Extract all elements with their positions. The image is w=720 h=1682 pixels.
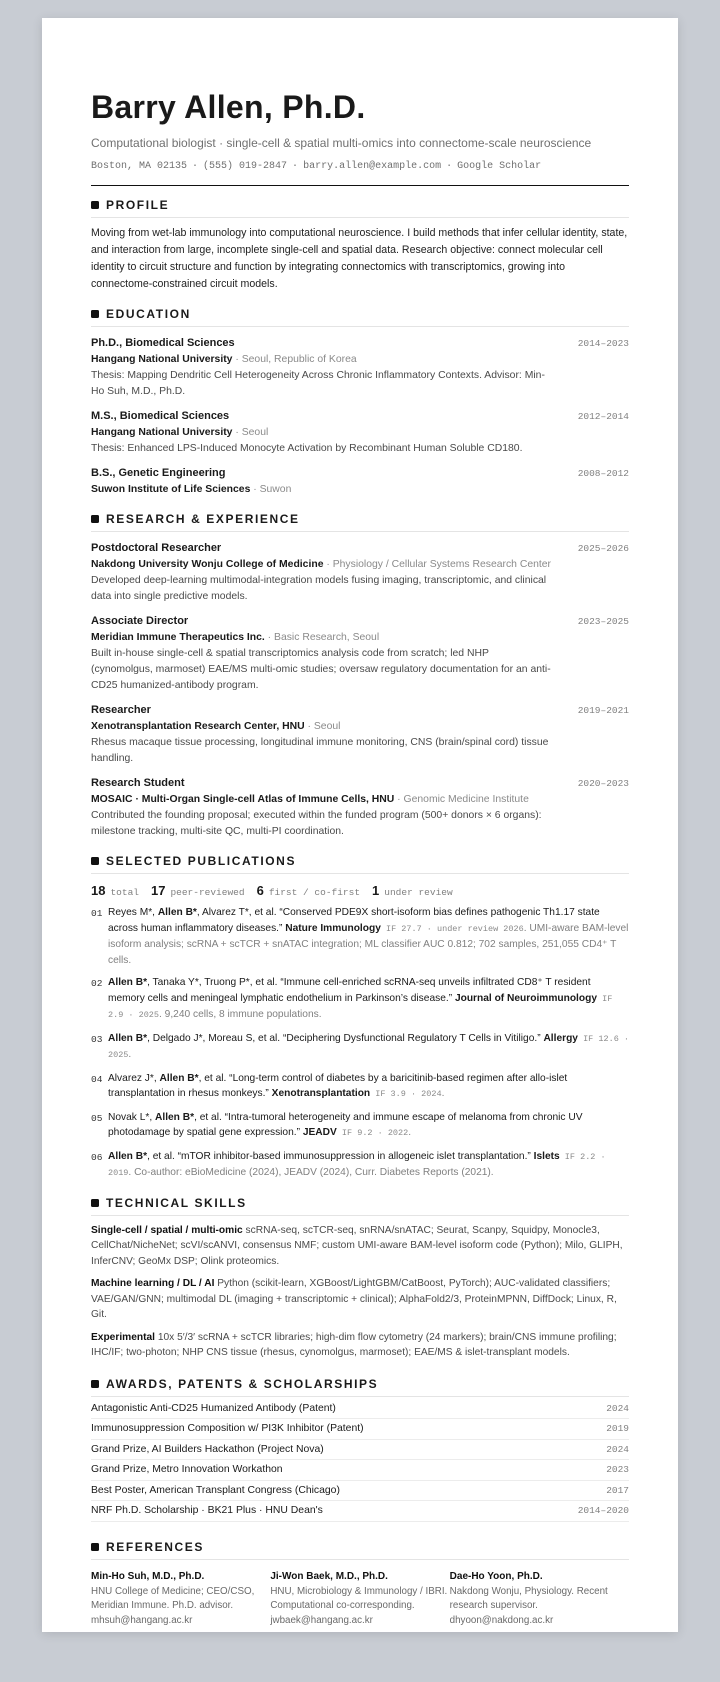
date-range: 2012–2014 <box>577 411 629 422</box>
entry-header <box>91 335 629 352</box>
degree-title: M.S., Biomedical Sciences <box>91 410 230 422</box>
job-description: Rhesus macaque tissue processing, longitudinal immune monitoring, CNS (brain/spinal cord) tissue handling. <box>91 737 549 764</box>
award-row <box>91 1399 629 1420</box>
education-entry <box>91 408 629 457</box>
award-label: Grand Prize, AI Builders Hackathon (Project Nova) <box>91 1443 324 1455</box>
award-year: 2024 <box>606 1443 629 1455</box>
journal-name: Xenotransplantation <box>271 1088 371 1099</box>
section-heading-profile <box>91 198 629 218</box>
authors-lead: Reyes M*, <box>108 907 158 918</box>
experience-entry <box>91 613 629 694</box>
publication-item <box>91 905 629 968</box>
organization-line <box>91 719 629 735</box>
date-range: 2020–2023 <box>577 778 629 789</box>
publication-item <box>91 1031 629 1064</box>
tagline: Computational biologist · single-cell & spatial multi-omics into connectome-scale neuroscience <box>91 136 592 150</box>
organization-line <box>91 792 629 808</box>
publication-note: . <box>128 1049 132 1060</box>
degree-title: B.S., Genetic Engineering <box>91 467 226 479</box>
award-label: Grand Prize, Metro Innovation Workathon <box>91 1464 283 1476</box>
candidate-name: Barry Allen, Ph.D. <box>91 89 366 125</box>
stat-label: first / co-first <box>268 887 361 898</box>
publication-stats <box>91 883 629 898</box>
skill-text: Python (scikit-learn, XGBoost/LightGBM/CatBoost, PyTorch); AUC-validated classifiers; VAE/GAN/GNN; multimodal DL (imaging + transcriptomic + clinical); AlphaFold2/3, ProteinMPNN, DiffDock; Linux, R, Git. <box>91 1278 617 1320</box>
award-year: 2017 <box>606 1484 629 1496</box>
award-row <box>91 1460 629 1481</box>
publication-citation <box>108 1110 629 1142</box>
publication-item <box>91 1149 629 1182</box>
section-bullet-icon <box>91 857 99 865</box>
school-location: Seoul, Republic of Korea <box>241 354 357 365</box>
section-bullet-icon <box>91 1199 99 1207</box>
award-row <box>91 1501 629 1522</box>
publication-index: 02 <box>91 978 103 989</box>
separator: · <box>264 632 275 643</box>
education-list <box>91 335 629 498</box>
entry-header <box>91 465 629 482</box>
contact-address: Boston, MA 02135 <box>91 161 188 172</box>
date-range: 2019–2021 <box>577 705 629 716</box>
section-heading-awards <box>91 1377 629 1397</box>
publication-index: 05 <box>91 1112 103 1124</box>
publication-item <box>91 1071 629 1103</box>
award-list <box>91 1399 629 1522</box>
job-title: Associate Director <box>91 615 189 627</box>
impact-factor: IF 2.9 · 2025 <box>108 993 613 1020</box>
section-title: AWARDS, PATENTS & SCHOLARSHIPS <box>106 1376 379 1391</box>
department: Physiology / Cellular Systems Research Center <box>332 559 552 570</box>
authors-title: , et al. “Intra-tumoral heterogeneity and immune escape of melanoma from chronic UV photodamage by spatial gene expression.” <box>108 1111 583 1138</box>
section-title: REFERENCES <box>106 1539 205 1554</box>
section-bullet-icon <box>91 310 99 318</box>
date-range: 2014–2023 <box>577 338 629 349</box>
entry-header <box>91 540 629 557</box>
job-description: Contributed the founding proposal; executed within the funded program (500+ donors × 6 organs): milestone tracking, multi-site QC, multi-PI coordination. <box>91 810 542 837</box>
section-heading-experience <box>91 512 629 532</box>
self-author: Allen B* <box>108 1150 148 1162</box>
reference-card <box>450 1569 629 1629</box>
section-title: RESEARCH & EXPERIENCE <box>106 512 300 526</box>
stat-count: 18 <box>91 883 106 898</box>
stat-count: 6 <box>256 883 264 898</box>
publication-citation <box>108 905 629 968</box>
department: Genomic Medicine Institute <box>403 794 529 805</box>
skill-group <box>91 1330 629 1361</box>
award-row <box>91 1440 629 1461</box>
entry-header <box>91 613 629 630</box>
skill-text: 10x 5′/3′ scRNA + scTCR libraries; high-dim flow cytometry (24 markers); brain/CNS immune profiling; IHC/IF; two-photon; NHP CNS tissue (rhesus, cynomolgus, marmoset); EAE/MS & islet-transplant models. <box>91 1331 617 1358</box>
skill-category: Experimental <box>91 1331 155 1343</box>
award-year: 2019 <box>606 1423 629 1435</box>
skill-category: Machine learning / DL / AI <box>91 1278 215 1289</box>
award-year: 2014–2020 <box>577 1505 629 1517</box>
entry-header <box>91 775 629 792</box>
section-heading-education <box>91 307 629 327</box>
impact-factor: IF 3.9 · 2024 <box>370 1089 442 1099</box>
skill-text: scRNA-seq, scTCR-seq, snRNA/snATAC; Seurat, Scanpy, Squidpy, Monocle3, CellChat/NicheNet; scVI/scANVI, consensus NMF; custom UMI-aware BAM-level isoform code (Python); Milo, GLIPH, InferCNV; GeoMx DSP; Olink proteomics. <box>91 1224 623 1267</box>
publication-note: . <box>441 1088 445 1099</box>
school-line <box>91 352 629 368</box>
separator: · <box>304 721 314 732</box>
authors-title: , Alvarez T*, et al. “Conserved PDE9X short-isoform bias defines pathogenic Th1.17 state across human inflammatory diseases.” <box>108 907 600 934</box>
journal-name: Journal of Neuroimmunology <box>454 992 598 1004</box>
publication-note: . Co-author: eBioMedicine (2024), JEADV (2024), Curr. Diabetes Reports (2021). <box>128 1167 494 1178</box>
separator: · <box>394 794 404 805</box>
section-heading-references <box>91 1540 629 1560</box>
organization-name: Meridian Immune Therapeutics Inc. <box>91 632 265 643</box>
publication-list <box>91 905 629 1182</box>
school-name: Hangang National University <box>91 354 233 365</box>
journal-name: Allergy <box>543 1032 578 1044</box>
reference-description: HNU, Microbiology & Immunology / IBRI. Computational co-corresponding. <box>270 1585 448 1611</box>
award-label: Antagonistic Anti-CD25 Humanized Antibody (Patent) <box>91 1402 336 1414</box>
reference-card <box>91 1569 270 1629</box>
publication-note: . <box>408 1127 412 1138</box>
award-label: Best Poster, American Transplant Congress (Chicago) <box>91 1484 340 1496</box>
skill-category: Single-cell / spatial / multi-omic <box>91 1224 243 1236</box>
entry-header <box>91 702 629 719</box>
self-author: Allen B* <box>108 1032 148 1044</box>
contact-scholar-link[interactable]: Google Scholar <box>457 161 542 172</box>
stat-label: peer-reviewed <box>170 887 245 898</box>
authors-title: , et al. “Long-term control of diabetes by a baricitinib-based regimen after allo-islet transplantation in rhesus monkeys.” <box>108 1072 568 1099</box>
section-bullet-icon <box>91 1380 99 1388</box>
experience-list <box>91 540 629 840</box>
education-entry <box>91 465 629 498</box>
experience-entry <box>91 540 629 605</box>
publication-note: . 9,240 cells, 8 immune populations. <box>159 1009 322 1020</box>
degree-title: Ph.D., Biomedical Sciences <box>91 337 235 349</box>
stat-label: total <box>110 887 139 898</box>
self-author: Allen B* <box>108 977 148 988</box>
award-year: 2023 <box>606 1464 629 1476</box>
experience-entry <box>91 702 629 767</box>
authors-title: , Delgado J*, Moreau S, et al. “Deciphering Dysfunctional Regulatory T Cells in Vitiligo.” <box>147 1032 544 1044</box>
header-rule <box>91 185 629 186</box>
reference-email[interactable]: jwbaek@hangang.ac.kr <box>270 1614 373 1626</box>
impact-factor: IF 27.7 · under review 2026 <box>380 923 524 934</box>
job-description: Developed deep-learning multimodal-integration models fusing imaging, transcriptomic, and clinical data into single predictive models. <box>91 575 547 602</box>
school-location: Seoul <box>241 427 269 438</box>
job-title: Researcher <box>91 704 151 716</box>
reference-description: HNU College of Medicine; CEO/CSO, Meridian Immune. Ph.D. advisor. <box>91 1585 255 1611</box>
separator: · <box>323 559 333 570</box>
authors-title: , et al. “mTOR inhibitor-based immunosuppression in allogeneic islet transplantation.” <box>147 1150 534 1162</box>
separator: · <box>232 427 242 438</box>
thesis-note: Thesis: Mapping Dendritic Cell Heterogeneity Across Chronic Inflammatory Contexts. Advisor: Min-Ho Suh, M.D., Ph.D. <box>91 370 545 397</box>
journal-name: Nature Immunology <box>285 922 381 934</box>
organization-name: Nakdong University Wonju College of Medicine <box>91 559 324 570</box>
stat-label: under review <box>384 887 453 898</box>
section-title: PROFILE <box>106 198 170 212</box>
section-heading-publications <box>91 854 629 874</box>
contact-phone[interactable]: (555) 019-2847 <box>203 161 288 172</box>
reference-email[interactable]: mhsuh@hangang.ac.kr <box>91 1614 193 1626</box>
organization-name: MOSAIC · Multi-Organ Single-cell Atlas of Immune Cells, HNU <box>91 794 395 805</box>
reference-name: Dae-Ho Yoon, Ph.D. <box>449 1570 543 1582</box>
contact-line: Boston, MA 02135 · (555) 019-2847 · barry.allen@example.com · Google Scholar <box>91 161 542 172</box>
entry-header <box>91 408 629 425</box>
reference-description: Nakdong Wonju, Physiology. Recent research supervisor. <box>449 1585 608 1611</box>
reference-name: Min-Ho Suh, M.D., Ph.D. <box>91 1570 205 1582</box>
impact-factor: IF 12.6 · 2025 <box>108 1033 629 1060</box>
reference-list <box>91 1569 629 1629</box>
publication-note: . UMI-aware BAM-level isoform analysis; scRNA + scTCR + snATAC integration; ML classifier AUC 0.812; 702 samples, 251,055 CD4⁺ T cells. <box>108 922 629 966</box>
organization-line <box>91 557 629 573</box>
publication-citation <box>108 1031 629 1064</box>
publication-citation <box>108 975 629 1024</box>
organization-line <box>91 630 629 646</box>
experience-entry <box>91 775 629 840</box>
date-range: 2025–2026 <box>577 543 629 554</box>
award-label: NRF Ph.D. Scholarship · BK21 Plus · HNU Dean's <box>91 1505 323 1517</box>
contact-email[interactable]: barry.allen@example.com <box>303 161 442 172</box>
school-name: Suwon Institute of Life Sciences <box>91 484 251 495</box>
publication-index: 06 <box>91 1151 103 1163</box>
reference-card <box>270 1569 449 1629</box>
job-title: Postdoctoral Researcher <box>91 542 222 554</box>
self-author: Allen B* <box>155 1111 195 1123</box>
publication-citation <box>108 1149 629 1182</box>
publication-item <box>91 1110 629 1142</box>
resume-page <box>42 18 678 1632</box>
stat-count: 1 <box>372 883 380 898</box>
department: Basic Research, Seoul <box>274 632 380 643</box>
organization-name: Xenotransplantation Research Center, HNU <box>91 721 305 732</box>
self-author: Allen B* <box>159 1072 199 1084</box>
stat-count: 17 <box>150 883 166 898</box>
thesis-note: Thesis: Enhanced LPS-Induced Monocyte Activation by Recombinant Human Soluble CD180. <box>91 443 523 454</box>
section-title: EDUCATION <box>106 307 191 321</box>
journal-name: JEADV <box>302 1127 337 1138</box>
date-range: 2023–2025 <box>577 616 629 627</box>
award-row <box>91 1419 629 1440</box>
section-bullet-icon <box>91 201 99 209</box>
authors-lead: Novak L*, <box>108 1111 155 1123</box>
separator: · <box>232 354 242 365</box>
publication-item <box>91 975 629 1024</box>
journal-name: Islets <box>533 1150 560 1162</box>
impact-factor: IF 2.2 · 2019 <box>108 1151 606 1178</box>
section-bullet-icon <box>91 515 99 523</box>
school-line <box>91 425 629 441</box>
reference-name: Ji-Won Baek, M.D., Ph.D. <box>270 1570 388 1582</box>
education-entry <box>91 335 629 400</box>
award-year: 2024 <box>606 1402 629 1414</box>
publication-index: 04 <box>91 1073 103 1085</box>
section-bullet-icon <box>91 1543 99 1551</box>
self-author: Allen B* <box>157 907 197 918</box>
school-location: Suwon <box>259 484 292 495</box>
job-description: Built in-house single-cell & spatial transcriptomics analysis code from scratch; led NHP (cynomolgus, marmoset) EAE/MS multi-omic studies; oversaw regulatory documentation for an anti-CD25 humanized-antibody program. <box>91 648 551 691</box>
skill-list <box>91 1223 629 1361</box>
authors-title: , Tanaka Y*, Truong P*, et al. “Immune cell-enriched scRNA-seq unveils infiltrated CD8⁺ T resident memory cells and meningeal lymphatic endothelium in Parkinson’s disease.” <box>108 977 591 1004</box>
school-line <box>91 482 629 498</box>
section-title: SELECTED PUBLICATIONS <box>106 854 297 868</box>
reference-email[interactable]: dhyoon@nakdong.ac.kr <box>449 1614 554 1626</box>
award-label: Immunosuppression Composition w/ PI3K Inhibitor (Patent) <box>91 1423 364 1435</box>
separator: · <box>250 484 260 495</box>
award-row <box>91 1481 629 1502</box>
impact-factor: IF 9.2 · 2022 <box>336 1128 409 1138</box>
section-heading-skills <box>91 1196 629 1216</box>
publication-index: 03 <box>91 1033 103 1045</box>
section-title: TECHNICAL SKILLS <box>106 1195 247 1210</box>
publication-citation <box>108 1071 629 1103</box>
skill-group <box>91 1223 629 1270</box>
profile-text: Moving from wet-lab immunology into computational neuroscience. I build methods that infer cellular identity, state, and interaction from large, incomplete single-cell and spatial data. Research objective: connect molecular cell identity to circuit structure and function by integrating connectomics with transcriptomics, growing into connectome-constrained circuit models. <box>91 227 628 290</box>
department: Seoul <box>313 721 341 732</box>
publication-index: 01 <box>91 908 103 919</box>
job-title: Research Student <box>91 777 185 789</box>
school-name: Hangang National University <box>91 427 233 438</box>
date-range: 2008–2012 <box>577 468 629 479</box>
skill-group <box>91 1276 629 1323</box>
authors-lead: Alvarez J*, <box>108 1072 160 1084</box>
